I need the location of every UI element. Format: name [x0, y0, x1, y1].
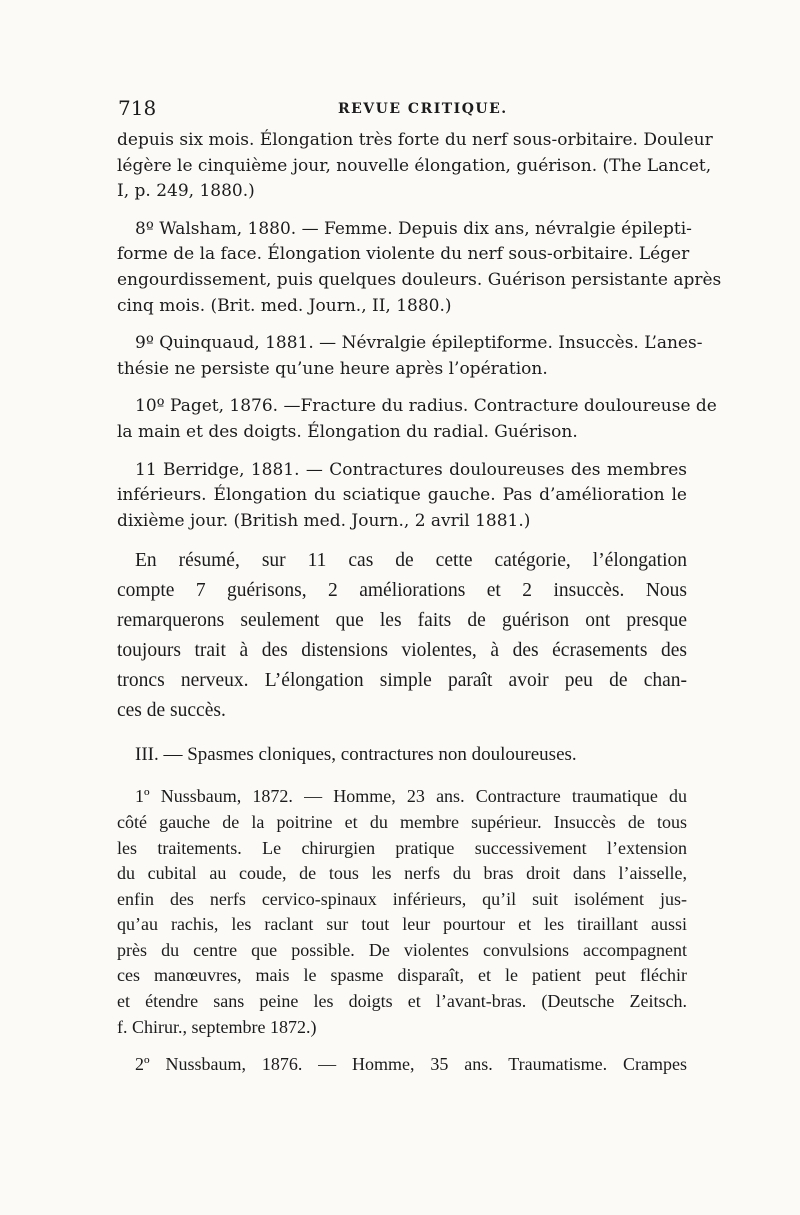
- case-9: [117, 331, 703, 382]
- text-line: côté gauche de la poitrine et du membre supérieur. Insuccès de tous: [117, 811, 687, 832]
- text-line: ces manœuvres, mais le spasme disparaît, et le patient peut fléchir: [117, 965, 687, 986]
- page-number: 718: [118, 96, 157, 120]
- text-line: toujours trait à des distensions violentes, à des écrasements des: [117, 640, 687, 662]
- text-line: les traitements. Le chirurgien pratique successivement l’extension: [117, 837, 687, 858]
- text-line: enfin des nerfs cervico-spinaux inférieurs, qu’il suit isolément jus-: [117, 888, 687, 909]
- text-line: compte 7 guérisons, 2 améliorations et 2 insuccès. Nous: [117, 580, 687, 602]
- case-8: [117, 217, 722, 319]
- summary-paragraph: [117, 546, 687, 726]
- text-line: engourdissement, puis quelques douleurs. Guérison persistante après: [117, 269, 722, 290]
- text-line: remarquerons seulement que les faits de guérison ont presque: [117, 610, 687, 632]
- text-line: et étendre sans peine les doigts et l’avant-bras. (Deutsche Zeitsch.: [117, 991, 687, 1012]
- text-line: 10º Paget, 1876. —Fracture du radius. Contracture douloureuse de: [135, 396, 717, 417]
- page-header: [118, 96, 688, 126]
- section-heading: [117, 738, 687, 772]
- text-line: 1º Nussbaum, 1872. — Homme, 23 ans. Contracture traumatique du: [135, 786, 687, 807]
- text-line: qu’au rachis, les raclant sur tout leur pourtour et les tiraillant aussi: [117, 914, 687, 935]
- text-line: inférieurs. Élongation du sciatique gauche. Pas d’amélioration le: [117, 485, 687, 506]
- text-line: du cubital au coude, de tous les nerfs du bras droit dans l’aisselle,: [117, 863, 687, 884]
- running-title: REVUE CRITIQUE.: [338, 101, 508, 117]
- section-title: III. — Spasmes cloniques, contractures non douloureuses.: [135, 744, 577, 766]
- text-line: 2º Nussbaum, 1876. — Homme, 35 ans. Traumatisme. Crampes: [135, 1054, 687, 1075]
- case-10: [117, 394, 717, 445]
- text-line: la main et des doigts. Élongation du radial. Guérison.: [117, 421, 578, 442]
- case-section3-1: [117, 784, 687, 1040]
- text-line: thésie ne persiste qu’une heure après l’opération.: [117, 358, 548, 379]
- text-line: I, p. 249, 1880.): [117, 181, 255, 202]
- case-section3-2: [117, 1052, 687, 1078]
- text-line: En résumé, sur 11 cas de cette catégorie, l’élongation: [135, 550, 687, 572]
- text-line: troncs nerveux. L’élongation simple paraît avoir peu de chan-: [117, 670, 687, 692]
- text-line: forme de la face. Élongation violente du nerf sous-orbitaire. Léger: [117, 244, 690, 265]
- text-line: f. Chirur., septembre 1872.): [117, 1016, 317, 1037]
- text-line: 11 Berridge, 1881. — Contractures douloureuses des membres: [135, 459, 687, 480]
- body-text: [117, 128, 722, 1090]
- text-line: depuis six mois. Élongation très forte du nerf sous-orbitaire. Douleur: [117, 130, 713, 150]
- case-11: [117, 458, 687, 535]
- text-line: cinq mois. (Brit. med. Journ., II, 1880.): [117, 295, 452, 316]
- text-line: ces de succès.: [117, 700, 226, 722]
- paragraph-continuation: [117, 128, 713, 205]
- text-line: 9º Quinquaud, 1881. — Névralgie épileptiforme. Insuccès. L’anes-: [135, 333, 703, 354]
- text-line: dixième jour. (British med. Journ., 2 avril 1881.): [117, 510, 531, 531]
- text-line: légère le cinquième jour, nouvelle élongation, guérison. (The Lancet,: [117, 155, 712, 176]
- text-line: près du centre que possible. De violentes convulsions accompagnent: [117, 939, 687, 960]
- text-line: 8º Walsham, 1880. — Femme. Depuis dix ans, névralgie épilepti-: [135, 218, 692, 239]
